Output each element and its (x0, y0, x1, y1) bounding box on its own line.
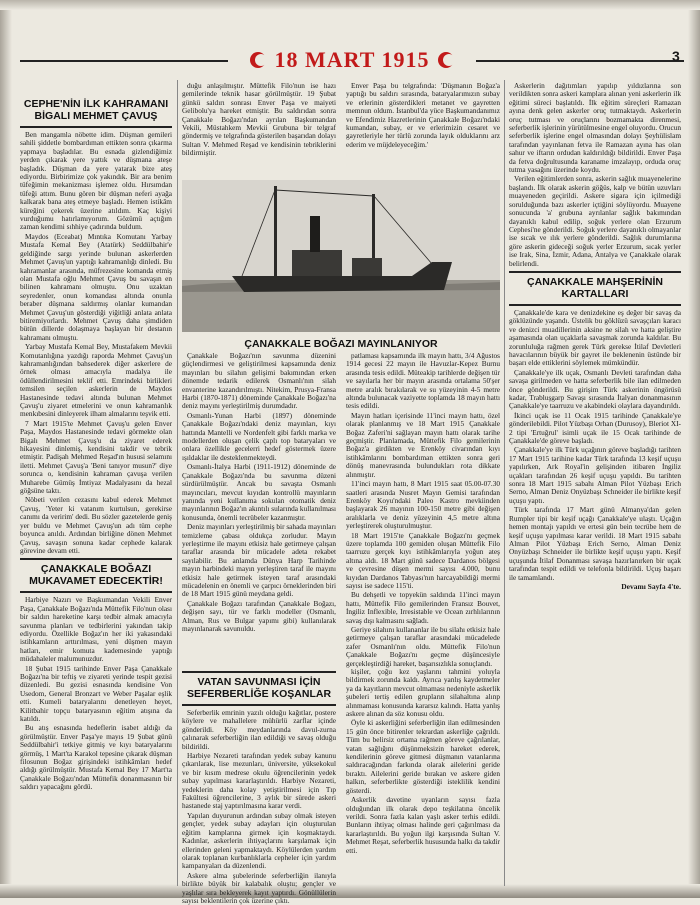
headline-rule (20, 591, 172, 593)
paragraph: 11'inci mayın hattı, 8 Mart 1915 saat 05.00-07.30 saatleri arasında Nusret Mayın Gemisi tarafından Erenköy Koyu'ndaki Paleo Kastro mevkiinden başlayarak 26 mayının 100-150 metre gibi değişen aralıklarla ve deniz yüzeyinin 4,5 metre altına yerleştirerek oluşturulmuştur. (346, 479, 500, 531)
paragraph: Harbiye Nezareti tarafından yedek subay kanunu çıkarılarak, lise mezunları, üniversite, yüksekokul ve bir kısım medrese okulu öğrencilerinin yedek subay yapılması kararlaştırıldı. Harbiye Nezareti, yedeklerin daha kolay yetiştirilmesi için Tıp Fakültesi öğrencilerine, 3 aylık bir sürede askeri hastanede staj yaptırılmasına karar verdi. (182, 751, 336, 811)
seferberlik-text (182, 709, 336, 905)
paragraph: Çanakkale'ye ilk uçak, Osmanlı Devleti tarafından daha savaşa girilmeden ve hatta seferberlik bile ilan edilmeden önce gönderildi. Bu girişim Türk askerinin öngörüsü kadar, Trabluşgarp Savaşı sırasında İtalyan donanmasının Çanakkale'ye taarruzu ve akabindeki olaylara dayandırıldı. (509, 367, 681, 411)
paragraph: 7 Mart 1915'te Mehmet Çavuş'u gelen Enver Paşa, Maydos Hastanesinde tedavi görmekte olan Bigalı Mehmet Çavuş'u da ziyaret ederek hikayesini dinlemiş, kendisini takdir ve tebrik etmiştir. Padişah Mehmed Reşad'ın hususi selamını iletti. Mehmet Çavuş'a 'Beni tanıyor musun?' diye sorunca o, kendisinin kahraman çavuşa verilen Muharebe Gümüş İmtiyaz Madalyasını da hezal göğsüne taktı. (20, 418, 172, 496)
paragraph: Askerlerin dağıtımları yapılıp yıldızlarına son verildikten sonra askeri kamplara alınan yeni askerlerin ilk eğitimi süreci başlatıldı. İlk eğitim süreçleri Ramazan ayına denk gelen askerler oruç tutmaktaydı. Askerlerin oruç tutması ve oruçlarını bozmamakta direnmesi, seferberlik işlerinin yürütülmesine engel oluyordu. Orucun seferberlik işlerine engel olmasından dolayı Şeyhülislam tarafından yayınlanan fetva ile Ramazan ayına has olan sahur ve iftarın ordudan kaldırıldığı bildirildi. Enver Paşa da fetva doğrultusunda karaname imzalayıp, orduda oruç tutma yasağını üzerinde koydu. (509, 81, 681, 175)
paragraph: Deniz mayınları yerleştirilmiş bir sahada mayınları temizleme çabası oldukça zorludur. Mayın yerleştirme ile mayını etkisiz hale getirmeye çalışan taraflar arasında bir mücadele adeta rekabet sayılabilir. Bu anlamda Dünya Harp Tarihinde mayın harbindeki mayın yerleştiren taraf ile mayını etkisiz hale getirmek isteyen taraf arasındaki mücadelenin en önemli ve çarpıcı örneklerinden biri de 18 Mart 1915 günü meydana geldi. (182, 522, 336, 599)
paragraph: Bu atış esnasında hedeflerin isabet aldığı da görülmüştür. Enver Paşa'ye mayıs 19 Şubat günü Seddülbahir'i tetkiye gitmiş ve kıyı bataryalarını görmüş, 1 Mart'ta Karakol tepesine çıkarak düşman filosunun Boğaz girişindeki istihkâmları hedef aldığı görülmüştür. Mustafa Kemal Bey 17 Mart'ta Çanakkale Boğazı'ndan Müttefik donanmasının bir saldırı yapacağını gördü. (20, 723, 172, 792)
seferberlik-continued (346, 668, 500, 886)
column-right (509, 82, 681, 886)
page-edge-left (0, 0, 12, 898)
mayin-column-a (182, 352, 336, 662)
paragraph: Verilen eğitimlerden sonra, askerin sağlık muayenelerine başlandı. İlk olarak askerin göğüs, kalp ve bütün uzuvları muayeneden geçirildi. Askere sigara için içilmediği sorulduğunda bazı askerler içtiğini söylüyordu. Muayene sonucunda 'a' grubuna ayrılanlar sağlık bakımından dayanıklı kabul edilip, soğuk yerlere olan Erzurum Cephesi'ne gönderildi. Soğuk yerlere dayanıklı olmayanlar ise sıcak ve ılık yerlere gönderildi. Sağlık durumlarına göre askerin gideceği soğuk yerler Erzurum, sıcak yerler ise Irak, Sina, İzmir, Adana, Antalya ve Çanakkale olarak belirlendi. (509, 174, 681, 268)
headline-seferberlik: VATAN SAVUNMASI İÇİN SEFERBERLİĞE KOŞANLAR (186, 676, 332, 700)
paragraph: Türk tarafında 17 Mart günü Almanya'dan gelen Rumpler tipi bir keşif uçağı Çanakkale'ye ulaştı. Uçağın hemen montajı yapıldı ve ertesi gün bein tecrübe hem de keşif uçuşu yapılması karar verildi. 18 Mart 1915 sabahı Alman Pilot Yüzbaşı Erich Serno, Alman Deniz Onyüzbaşı Schneider ile birlikte keşif uçuşu yaptı. Keşif uçuşunda İtilaf Donanması savaşa hazırlanırken bir uçak tarafından tespit edildi ve telefonla bildirildi. Uçuş başarı ile tamamlandı. (509, 505, 681, 582)
paragraph: 18 Mart 1915'te Çanakkale Boğazı'nı geçmek üzere toplamda 100 gemiden oluşan Müttefik Filo taarruzu gerçek kıyı istihkâmlarıyla yoğun ateş altına aldı. 18 Mart günü sadece Dardanos bölgesi ve çevresine düşen mermi sayısı 4.000, bunu kıyıdan Dardanos Tabyası'nın harcayabildiği mermi sayısı ise sadece 115'ti. (346, 530, 500, 590)
column-divider (177, 80, 178, 886)
paragraph: Geriye silahını kullananlar ile bu silahı etkisiz hale getirmeye çalışan taraflar arasındaki mücadelede zafer Osmanlı'nın oldu. Müttefik Filo'nun Çanakkale Boğazı'nı geçme düşüncesiyle gerçekleştirdiği hareket, başarısızlıkla sonuçlandı. (346, 625, 500, 668)
crescent-star-icon (250, 52, 266, 68)
headline-mayinlaniyor: ÇANAKKALE BOĞAZI MAYINLANIYOR (244, 338, 438, 350)
column-top-b (346, 82, 500, 172)
page-edge-top (0, 0, 700, 10)
column-top-a (182, 82, 336, 172)
continued-note: Devamı Sayfa 4'te. (621, 581, 681, 591)
minelayer-ship-image (182, 180, 500, 332)
column-left (20, 96, 172, 886)
paragraph: kişiler, çoğu kez yaşlarını tahmini yoluyla bildirmek zorunda kaldı. Ayrıca yanlış kaydetmeler ya da kayıtların mevcut olmaması nedeniyle askerlik şubeleri tertiş edilen grupların silahaltına alınp alınmaması konusunda kararsız kalındı. Hatta yanlış askere alınan da söz konusu oldu. (346, 667, 500, 719)
paragraph: 18 Şubat 1915 tarihinde Enver Paşa Çanakkale Boğazı'na bir teftiş ve ziyareti yerinde tespit gezisi düzenledi. Bu gezisi esnasında kendisine Von Usedom, General Bronzart ve Weber Paşalar eşlik etti. Kumeli bataryalarını denetleyen heyet, Kilitbahir topçu bataryasının eğitim atışına da katıldı. (20, 663, 172, 723)
section-rule (182, 671, 336, 673)
section-rule (20, 558, 172, 560)
paragraph: İkinci uçak ise 11 Ocak 1915 tarihinde Çanakkale'ye gönderilebildi. Pilot Yüzbaşı Orhan (Durusoy), Bleriot XI-2 tipi 'Ertuğrul' isimli uçak ile 15 Ocak tarihinde de Çanakkale'de göreve başladı. (509, 410, 681, 446)
page-number: 3 (672, 48, 680, 64)
paragraph: Askere alma şubelerinde seferberliğin ilanıyla birlikte büyük bir kalabalık oluştu; gençler ve yaşlılar sıra bekleyerek kayıt yaptırdı. Gönüllülerin sayısı beklentilerin çok üzerine çıktı. (182, 870, 336, 905)
headline-rule (20, 126, 172, 128)
paragraph: Çanakkale'ye ilk Türk uçağının göreve başladığı tarihten 17 Mart 1915 tarihine kadar Türk tarafında 13 keşif uçuşu yapılırken, Ark Royal'in gelişinden itibaren İngiliz uçakları tarafından 26 keşif uçuşu yapıldı. Bu tarihten sonra 18 Mart 1915 sabahı Alman Pilot Yüzbaşı Erich Serno, Alman Deniz Onyüzbaşı Schneider ile birlikte keşif uçuşu yaptı. (509, 445, 681, 505)
crescent-star-icon (438, 52, 454, 68)
header-rule-left (20, 60, 228, 62)
paragraph: duğu anlaşılmıştır. Müttefik Filo'nun ise hazı gemilerinde teknik hasar görülmüştür. 19 Şubat günkü saldırı sonrası Enver Paşa ve maiyeti Gelibolu'ya hareket etmiştir. Bu saldırıdan sonra Çanakkale Boğazı'ndan ayrılan Başkumandan Vekili, Müstahkem Mevkii Grubuna bir telgraf göndermiş ve telgrafında gösterilen başarıdan dolayı Sultan V. Mehmed Reşad ve kendisinin tebriklerini bildirmiştir. (182, 81, 336, 158)
mayin-column-b (346, 351, 500, 668)
header-title-wrap (242, 46, 462, 74)
section-rule (509, 271, 681, 273)
paragraph: Yarbay Mustafa Kemal Bey, Mustafakem Mevkii Komutanlığına yazdığı raporda Mehmet Çavuş'un kahramanlığından bahsederek diğer askerlere de örnek olması amacıyla madalya ile ödüllendirilmesini teklif etti. Emrindeki birlikleri temsilen seçilen askerlerin de Maydos Hastanesinde tedavi altında bulunan Mehmet Çavuş'u ziyaret etmelerini ve onun kahramanlık menkıbesini dinleyerek ilham almalarını teşvik etti. (20, 342, 172, 419)
headline-rule (182, 704, 336, 706)
headline-mehmet-cavus: CEPHE'NİN İLK KAHRAMANI BİGALI MEHMET ÇAVUŞ (23, 98, 169, 122)
ship-photo (182, 180, 500, 332)
page-edge-right (688, 0, 700, 898)
paragraph: Ben mangamla nöbette idim. Düşman gemileri sahili şiddetle bombardıman ettikten sonra çıkarma yapmaya başladılar. Bu esnada gizlendiğimiz yerden çıkarak yere yattık ve düşmana ateşe başladık. Düşman da yere yatarak bize ateş ediyordu. Birbirimize çok yakındık. Bir ara benim tüfeğimin mekanizması işlemez oldu. Hırsımdan tüfeği attım. Bunu gören bir düşman neferi ayağa kalkarak bana ateş etmeye başladı. Hemen istikâm küreğini çekerek üzerine atıldım. Kaç kişiyi vurduğumu hatırlamıyorum. Gözümü açtığım zaman kendimi sıhhiye çadırında buldum. (20, 130, 172, 232)
paragraph: Bu dehşetli ve topyekün saldırıda 11'inci mayın hattı, Müttefik Filo gemilerinden Fransız Bouvet, İngiliz Inflexible, Irresistable ve Ocean zırhlılarının savaş dışı kalmasını sağladı. (346, 590, 500, 625)
paragraph: Enver Paşa bu telgrafında: 'Düşmanın Boğaz'a yaptığı bu saldırı sırasında, bataryalarımızın subay ve erlerinin gösterdikleri metanet ve gayretten memnun oldum. İstanbul'da yüce Başkumandanımız ve Efendimiz Hazretlerinin Çanakkale Boğazı'ndaki kumandan, subay, er ve erlerimizin cesaret ve gayretleriyle her türlü zorunda layık olduklarını arz ederim ve müjdeleyeceğim.' (346, 81, 500, 149)
column-divider (504, 80, 505, 886)
paragraph: Osmanlı-Yunan Harbi (1897) döneminde Çanakkale Boğazı'ndaki deniz mayınları, kıyı hattında Mantelli ve Nordenfelt gibi farklı marka ve modellerden oluşan çelik çaplı top bataryaları ve onlara özellikle gecelerri hedef göstermek üzere ışıldaklar ile desteklenmekteydi. (182, 410, 336, 462)
paragraph: Çanakkale Boğazı'nın savunma düzenini güçlendirmesi ve geliştirilmesi kapsamında deniz mayınları bu silahın gelişimi bakımından erken dönemde tedarik edilerek Osmanlı'nın silah envanterine kazandırılmıştı. Nitekim, Prusya-Fransa Harbi (1870-1871) döneminde Çanakkale Boğazı'na deniz mayını yerleştirilmiş durumdadır. (182, 351, 336, 411)
headline-bogaz-mukavemet: ÇANAKKALE BOĞAZI MUKAVAMET EDECEKTİR! (29, 563, 163, 588)
headline-kartallar: ÇANAKKALE MAHŞERİNİN KARTALLARI (527, 275, 663, 300)
paragraph: Harbiye Nazırı ve Başkumandan Vekili Enver Paşa, Çanakkale Boğazı'nda Müttefik Filo'nun olası bir saldırı hareketine karşı tedbir almak amacıyla savunma planları ve tedbirlerini yakından takip ediyordu. Özellikle Boğaz'ın her iki yakasındaki istihkamların arttırılması, yeni düşmen mayın hatları, emir komuta kademesinde yaptığı müdahaleler malumunuzdur. (20, 595, 172, 664)
header-rule-right (476, 60, 684, 62)
paragraph: Askerlik davetine uyanların sayısı fazla olduğundan ilk olarak depo teşkilatına öncelik verildi. Sonra fazla kalan yaşlı asker terhis edildi. Bunların ihtiyaç olması halinde geri çağırılması da kararlaştırıldı. Bu yoğun ilgi karşısında Sultan V. Mehmet Reşat, seferberlik hususunda halkı da takdir etti. (346, 795, 500, 855)
paragraph: Osmanlı-İtalya Harbi (1911-1912) döneminde de Çanakkale Boğazı'nda bu savunma düzeni sürdürülmüştür. Ancak bu savaşta Osmanlı mayıncıları, mevcut kıyıdan kontrollü mayınların yanında yeni kullanıma sokulan otomatik deniz mayınlarının Boğaz'ın akıntılı sularında kullanılması konusunda, önemli tecrübeler kazanmıştır. (182, 462, 336, 522)
paragraph: Nöbeti verilen cezasını kabul ederek Mehmet Çavuş, 'Yeter ki vatanım kurtulsun, gerekirse canımı da veririm' dedi. Bu sözler gazetelerde geniş yer buldu ve Mehmet Çavuş'un adı tüm cephe boyunca anıldı. Ardından birliğine dönen Mehmet Çavuş, savaşın sonuna kadar cephede kalarak görevine devam etti. (20, 495, 172, 555)
page-header (20, 48, 684, 74)
mayin-article (182, 351, 500, 668)
page-edge-bottom (0, 884, 700, 898)
paragraph: Çanakkale Boğazı tarafından Çanakkale Boğazı, değişen sayı, tür ve farklı modeller (Osmanlı, Alman, Rus ve Bulgar yapımı gibi) kullanılarak mayınlanarak savunuldu. (182, 598, 336, 633)
headline-rule (509, 304, 681, 306)
paragraph: Mayın hatları içerisinde 11'inci mayın hattı, özel olarak planlanmış ve 18 Mart 1915 Çanakkale Boğaz Zaferi'ni sağlayan mayın hattı olarak tarihe geçmiştir. Planlamada, Müttefik Filo gemilerinin Boğaz'a girdikten ve Erenköy civarından kıyı istihkâmlarını bombardıman ettikten sonra geri dönüş manevrasında bulundukları rota dikkate alınmıştır. (346, 410, 500, 479)
seferberlik-article (182, 668, 336, 905)
page-title: 18 MART 1915 (274, 47, 430, 72)
paragraph: patlaması kapsamında ilk mayın hattı, 3/4 Ağustos 1914 gecesi 22 mayın ile Havuzlar-Kepez Burnu arasında tesis edildi. Müteakip tarihlerde değişen tür ve sayılarla her bir mayın arasında ortalama 50'şer metre aralık bırakılarak ve su yüzeyinin 4-5 metre altında bulunacak vaziyette toplamda 18 mayın hattı tesis edildi. (346, 351, 500, 411)
paragraph: Çanakkale'de kara ve denizdekine eş değer bir savaş da göklüzünde yaşandı. Üstelik bu göklüzü savaşçıları karacı ve denizci muadillerinin aksine ne silah ve hatta geliştire aşamasında olan uçaklarla savaşmak zorunda kaldılar. Bu zorunluluğa rağmen gerek Türk gerekse İtilaf Devletleri havacılarının büyük bir gayret ile beklenenin üstünde bir başarı elde ettiklerini söylemek mümkündür. (509, 307, 681, 368)
paragraph: Yapılan duyurunun ardından subay olmak isteyen gençler, yedek subay adayları için oluşturulan eğitim kamplarına girmek için koşmaktaydı. Kadınlar, askerlerin ihtiyaçlarını karşılamak için ellerinden geleni yapmaktaydı. Köylülerden yardım olarak toplanan kurbanlıklarla cepheler için yardım kampanyaları da düzenlendi. (182, 810, 336, 871)
paragraph: Seferberlik emrinin yazılı olduğu kağıtlar, postere köylere ve mahallelere mühürlü zarflar içinde gönderildi. Köy meydanlarında davul-zurna çalınarak seferberliğin ilan edildiği ve savaş olduğu bildirildi. (182, 708, 336, 751)
paragraph: Öyle ki askerliğini seferberliğin ilan edilmesinden 15 gün önce bitirenler tekrardan askerliğe çağrıldı. Tüm bu belirsiz ortama rağmen göreve çağrılanlar, vatan sağlığını düşünmeksizin hareket ederek, kendilerinin göreve gitmesi düşmanın vatanlarına saldıracağından farkında olarak ailelerini geride bıraktı. Ailelerini geride bırakan ve askere giden halkın, seferberlikte gösterdiği isteklilik kendini gösterdi. (346, 718, 500, 795)
paragraph: Maydos (Eceabat) Mıntıka Komutanı Yarbay Mustafa Kemal Bey (Atatürk) Seddülbahir'e geldiğinde sargı yerinde bulunan askerlerden Mehmet Çavuş'un yaptığı kahramanlığı dinledi. Bu kahramanlar arasında, müfrezesine komanda etmiş olan Mustafa oğlu Mehmet Çavuş bu savaşın en bilinen kahramanı olmuştu. Onu uzaktan seyredenler, onun komandası altında onunla beraber düşmana saldırmış olanlar kumandan Mehmet Çavuş'un gösterdiği yiğitliği anlata anlata bitiremiyorlardı. Mehmet Çavuş daha şimdiden bütün dillerde dolaşmaya başlayan bir destanın kahramanı olmuştu. (20, 231, 172, 342)
